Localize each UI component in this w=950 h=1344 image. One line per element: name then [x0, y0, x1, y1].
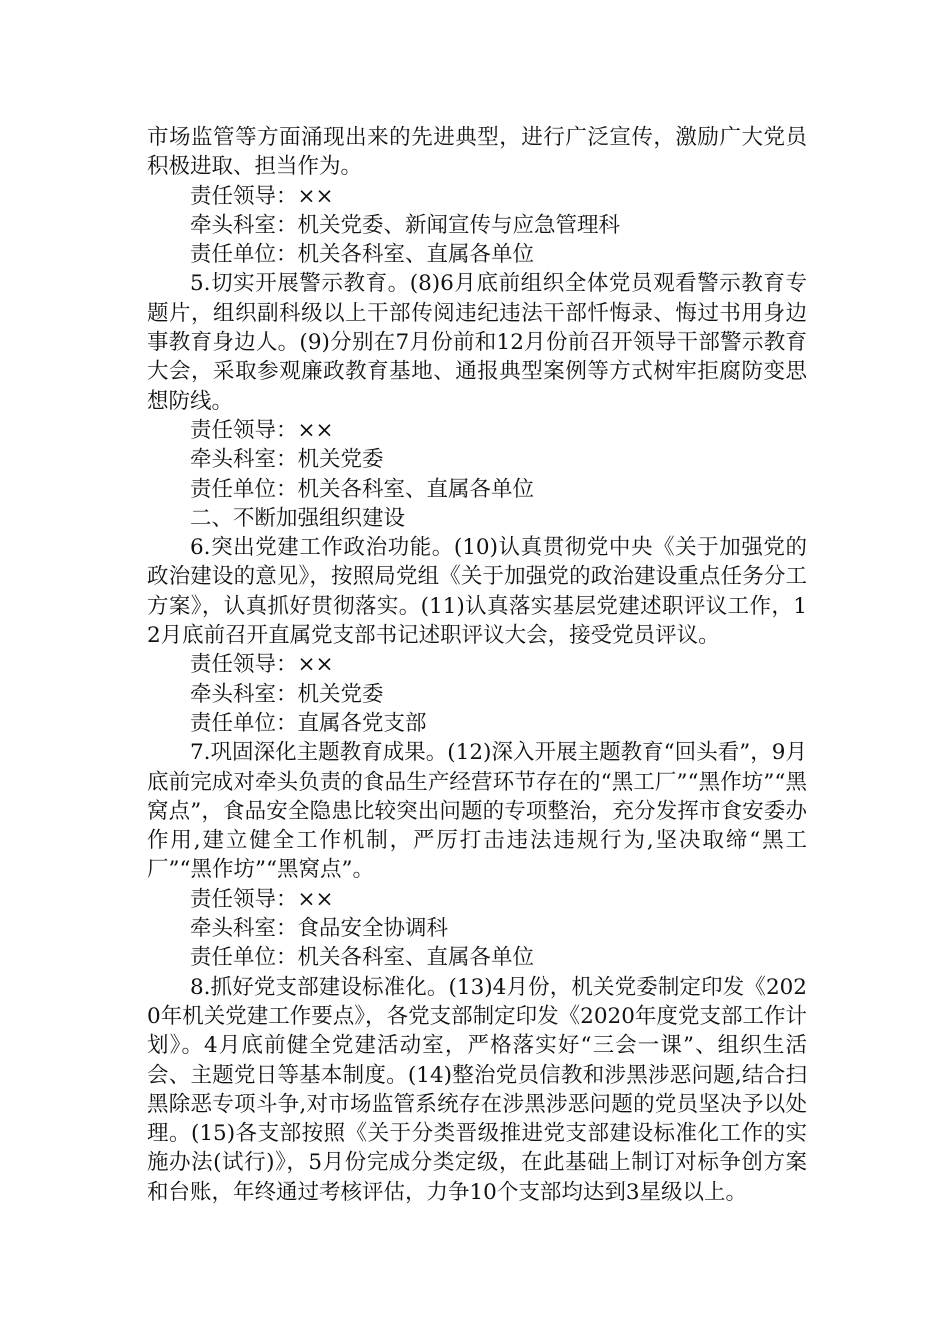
- item-7-paragraph: 7.巩固深化主题教育成果。(12)深入开展主题教育“回头看”，9月底前完成对牵头负责的食品生产经营环节存在的“黑工厂”“黑作坊”“黑窝点”，食品安全隐患比较突出问题的专项整治，充分发挥市食安委办作用,建立健全工作机制，严厉打击违法违规行为,坚决取缔“黑工厂”“黑作坊”“黑窝点”。: [147, 740, 807, 883]
- paragraph-continuation: 市场监管等方面涌现出来的先进典型，进行广泛宣传，激励广大党员积极进取、担当作为。: [147, 125, 807, 180]
- item-5-paragraph: 5.切实开展警示教育。(8)6月底前组织全体党员观看警示教育专题片，组织副科级以上干部传阅违纪违法干部忏悔录、悔过书用身边事教育身边人。(9)分别在7月份前和12月份前召开领导干部警示教育大会，采取参观廉政教育基地、通报典型案例等方式树牢拒腐防变思想防线。: [147, 271, 807, 414]
- responsible-unit-line: 责任单位：机关各科室、直属各单位: [190, 945, 535, 971]
- responsible-leader-line: 责任领导：××: [190, 183, 334, 209]
- item-8-paragraph: 8.抓好党支部建设标准化。(13)4月份，机关党委制定印发《2020年机关党建工作要点》，各党支部制定印发《2020年度党支部工作计划》。4月底前健全党建活动室，严格落实好“三会一课”、组织生活会、主题党日等基本制度。(14)整治党员信教和涉黑涉恶问题,结合扫黑除恶专项斗争,对市场监管系统存在涉黑涉恶问题的党员坚决予以处理。(15)各支部按照《关于分类晋级推进党支部建设标准化工作的实施办法(试行)》，5月份完成分类定级，在此基础上制订对标争创方案和台账，年终通过考核评估，力争10个支部均达到3星级以上。: [147, 974, 807, 1205]
- lead-department-line: 牵头科室：机关党委、新闻宣传与应急管理科: [190, 212, 621, 238]
- item-6-paragraph: 6.突出党建工作政治功能。(10)认真贯彻党中央《关于加强党的政治建设的意见》，按照局党组《关于加强党的政治建设重点任务分工方案》，认真抓好贯彻落实。(11)认真落实基层党建述职评议工作，12月底前召开直属党支部书记述职评议大会，接受党员评议。: [147, 535, 807, 649]
- lead-department-line: 牵头科室：机关党委: [190, 447, 384, 473]
- lead-department-line: 牵头科室：机关党委: [190, 681, 384, 707]
- section-heading: 二、不断加强组织建设: [190, 505, 406, 531]
- responsible-leader-line: 责任领导：××: [190, 652, 334, 678]
- document-page: [147, 123, 807, 1207]
- lead-department-line: 牵头科室：食品安全协调科: [190, 916, 449, 942]
- responsible-leader-line: 责任领导：××: [190, 417, 334, 443]
- responsible-unit-line: 责任单位：机关各科室、直属各单位: [190, 242, 535, 268]
- responsible-leader-line: 责任领导：××: [190, 886, 334, 912]
- responsible-unit-line: 责任单位：直属各党支部: [190, 710, 427, 736]
- responsible-unit-line: 责任单位：机关各科室、直属各单位: [190, 476, 535, 502]
